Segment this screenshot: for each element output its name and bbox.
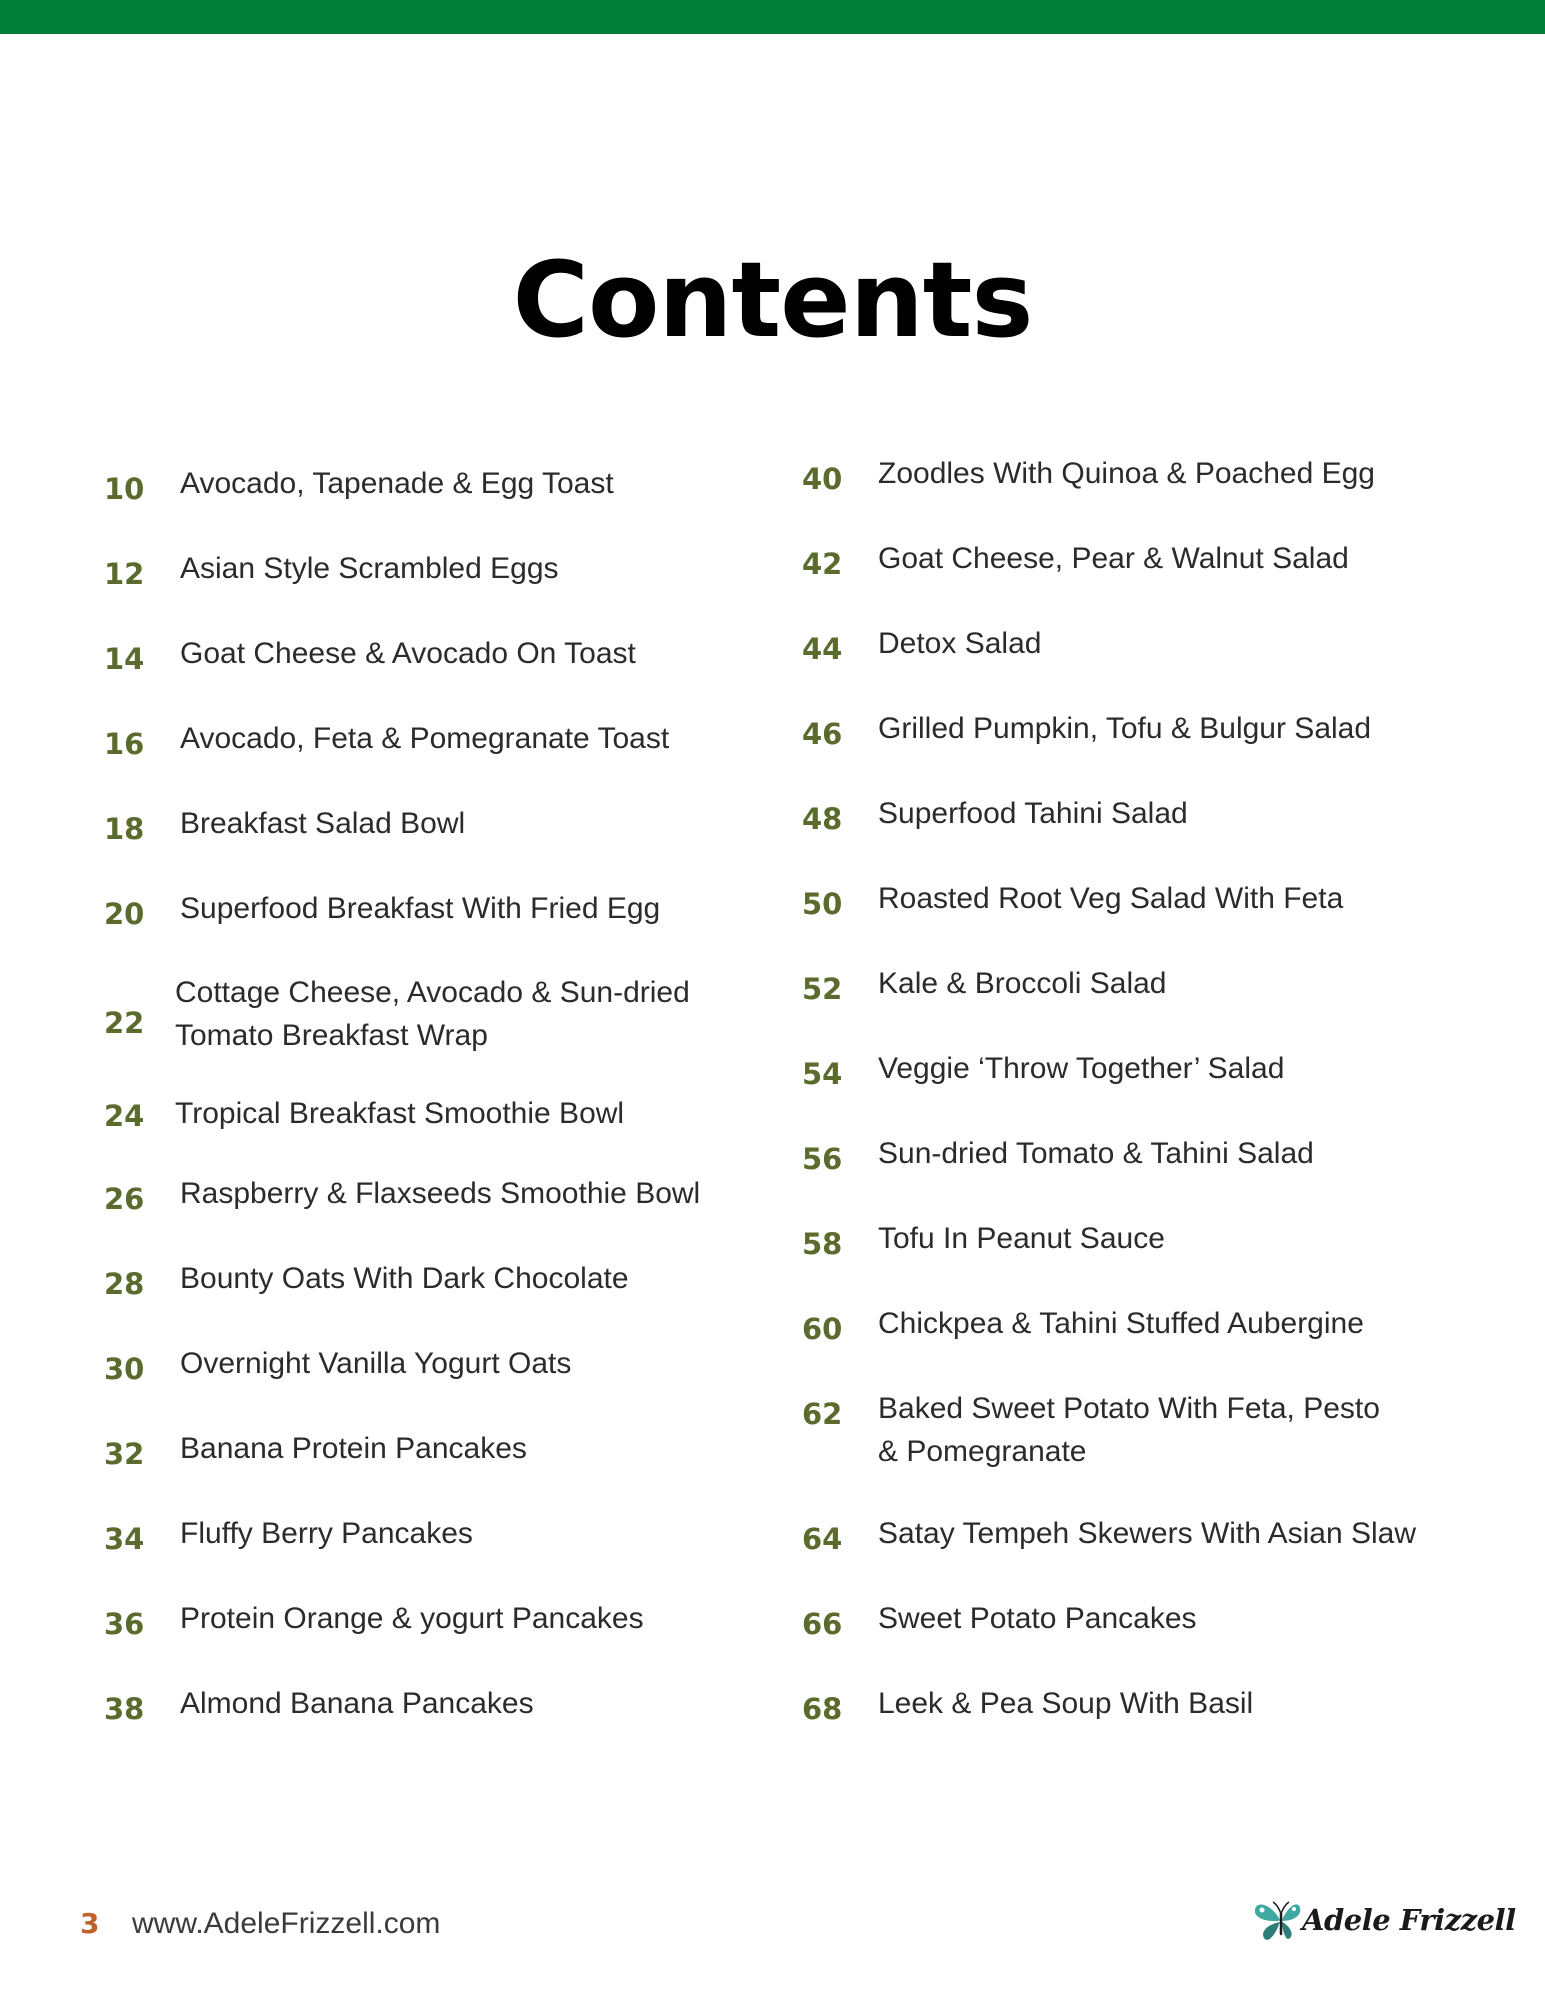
toc-page-number: 16 — [104, 727, 145, 761]
toc-page-number: 60 — [802, 1312, 843, 1346]
toc-entry-title: Superfood Tahini Salad — [878, 797, 1188, 830]
toc-page-number: 30 — [104, 1352, 145, 1386]
toc-page-number: 18 — [104, 812, 145, 846]
toc-page-number: 10 — [104, 472, 145, 506]
toc-page-number: 14 — [104, 642, 145, 676]
top-color-bar — [0, 0, 1545, 34]
toc-page-number: 64 — [802, 1522, 843, 1556]
toc-entry-title: Banana Protein Pancakes — [180, 1432, 527, 1465]
toc-entry-title: Breakfast Salad Bowl — [180, 807, 466, 840]
toc-entry-title: Zoodles With Quinoa & Poached Egg — [878, 457, 1375, 490]
toc-page-number: 12 — [104, 557, 145, 591]
toc-entry-title: Cottage Cheese, Avocado & Sun-dried — [175, 976, 690, 1009]
toc-page-number: 62 — [802, 1397, 843, 1431]
toc-page-number: 44 — [802, 632, 843, 666]
toc-page-number: 32 — [104, 1437, 145, 1471]
page-title: Contents — [512, 239, 1033, 361]
toc-page-number: 26 — [104, 1182, 145, 1216]
toc-entry-title: Tomato Breakfast Wrap — [175, 1019, 488, 1052]
toc-entry-title: Bounty Oats With Dark Chocolate — [180, 1262, 629, 1295]
toc-entry-title: Tofu In Peanut Sauce — [878, 1222, 1165, 1255]
toc-entry-title: Detox Salad — [878, 627, 1042, 660]
toc-page-number: 20 — [104, 897, 145, 931]
toc-entry-title: Tropical Breakfast Smoothie Bowl — [175, 1097, 625, 1130]
toc-entry-title: Asian Style Scrambled Eggs — [180, 552, 559, 585]
footer-page-number: 3 — [80, 1907, 100, 1940]
toc-page-number: 22 — [104, 1006, 145, 1040]
toc-entry-title: Baked Sweet Potato With Feta, Pesto — [878, 1392, 1380, 1425]
toc-entry-title: Sweet Potato Pancakes — [878, 1602, 1197, 1635]
toc-entry-title: Goat Cheese, Pear & Walnut Salad — [878, 542, 1349, 575]
toc-page-number: 42 — [802, 547, 843, 581]
toc-entry-title: Sun-dried Tomato & Tahini Salad — [878, 1137, 1314, 1170]
toc-entry-title: Chickpea & Tahini Stuffed Aubergine — [878, 1307, 1364, 1340]
toc-page-number: 40 — [802, 462, 843, 496]
toc-entry-title: & Pomegranate — [878, 1435, 1087, 1468]
toc-page-number: 54 — [802, 1057, 843, 1091]
toc-entry-title: Protein Orange & yogurt Pancakes — [180, 1602, 644, 1635]
toc-page-number: 28 — [104, 1267, 145, 1301]
toc-page-number: 24 — [104, 1099, 145, 1133]
toc-page-number: 56 — [802, 1142, 843, 1176]
toc-entry-title: Kale & Broccoli Salad — [878, 967, 1167, 1000]
brand-logo — [1252, 1890, 1516, 1950]
toc-page-number: 50 — [802, 887, 843, 921]
toc-page-number: 52 — [802, 972, 843, 1006]
toc-entry-title: Leek & Pea Soup With Basil — [878, 1687, 1254, 1720]
toc-page-number: 48 — [802, 802, 843, 836]
toc-page-number: 66 — [802, 1607, 843, 1641]
toc-entry-title: Overnight Vanilla Yogurt Oats — [180, 1347, 572, 1380]
toc-entry-title: Grilled Pumpkin, Tofu & Bulgur Salad — [878, 712, 1372, 745]
toc-entry-title: Avocado, Feta & Pomegranate Toast — [180, 722, 670, 755]
toc-entry-title: Almond Banana Pancakes — [180, 1687, 534, 1720]
toc-entry-title: Goat Cheese & Avocado On Toast — [180, 637, 636, 670]
brand-name: Adele Frizzell — [1302, 1903, 1516, 1937]
toc-page-number: 46 — [802, 717, 843, 751]
toc-entry-title: Veggie ‘Throw Together’ Salad — [878, 1052, 1285, 1085]
toc-page-number: 38 — [104, 1692, 145, 1726]
toc-entry-title: Raspberry & Flaxseeds Smoothie Bowl — [180, 1177, 701, 1210]
toc-entry-title: Avocado, Tapenade & Egg Toast — [180, 467, 614, 500]
toc-entry-title: Satay Tempeh Skewers With Asian Slaw — [878, 1517, 1417, 1550]
toc-page-number: 34 — [104, 1522, 145, 1556]
toc-entry-title: Superfood Breakfast With Fried Egg — [180, 892, 661, 925]
butterfly-icon — [1252, 1894, 1308, 1944]
toc-entry-title: Fluffy Berry Pancakes — [180, 1517, 473, 1550]
toc-page-number: 58 — [802, 1227, 843, 1261]
toc-page-number: 36 — [104, 1607, 145, 1641]
toc-page-number: 68 — [802, 1692, 843, 1726]
footer-website-link[interactable]: www.AdeleFrizzell.com — [132, 1907, 441, 1940]
toc-entry-title: Roasted Root Veg Salad With Feta — [878, 882, 1344, 915]
